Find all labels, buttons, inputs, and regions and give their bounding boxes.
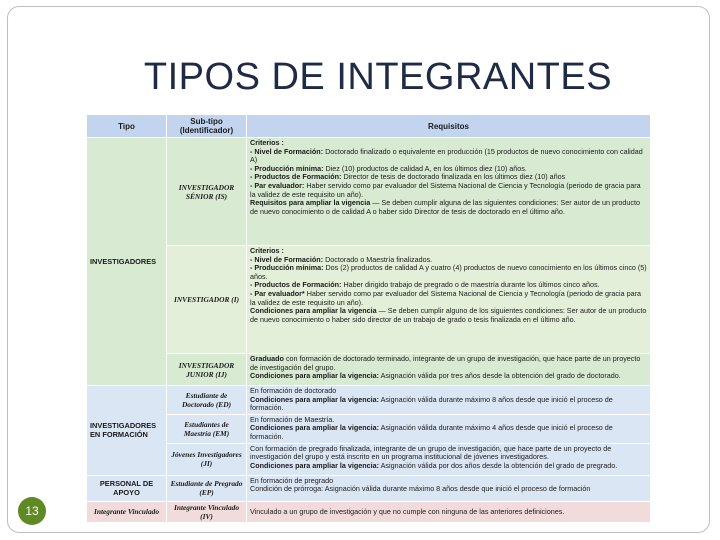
- subtipo-investigador: INVESTIGADOR (I): [167, 246, 247, 354]
- requirement-line-text: Asignación válida durante máximo 8 años desde que inició el proceso de formación.: [250, 394, 613, 413]
- requirement-line-lead: Condiciones para ampliar la vigencia:: [250, 423, 380, 433]
- subtipo-jovenes: Jóvenes Investigadores (JI): [167, 443, 247, 475]
- requirement-line-text: En formación de pregrado: [250, 475, 334, 485]
- subtipo-pregrado: Estudiante de Pregrado (EP): [167, 475, 247, 501]
- requirement-line-lead: Condiciones para ampliar la vigencia:: [250, 460, 380, 470]
- req-junior: [247, 354, 651, 386]
- table-row: [87, 443, 651, 475]
- tipo-vinculado: Integrante Vinculado: [87, 501, 167, 522]
- requirement-line-text: Asignación válida por tres años desde la obtención del grado de doctorado.: [379, 371, 621, 381]
- subtipo-senior: INVESTIGADOR SÉNIOR (IS): [167, 138, 247, 246]
- requirement-line: [250, 372, 647, 381]
- req-pregrado: [247, 475, 651, 501]
- tipo-apoyo: PERSONAL DE APOYO: [87, 475, 167, 501]
- table-row: [87, 246, 651, 354]
- requirement-line-lead: - Par evaluador:: [250, 180, 305, 190]
- requirement-line-text: Condición de prórroga: Asignación válida durante máximo 8 años desde que inició el proceso de formación: [250, 484, 591, 494]
- requirement-line: [250, 264, 647, 281]
- requirement-line-text: Asignación válida por dos años desde la obtención del grado de pregrado.: [379, 460, 618, 470]
- requirement-line-text: — Se deben cumplir alguna de las siguientes condiciones: Ser autor de un producto de nuevo conocimiento o de calidad A o haber sido Director de tesis de doctorado en el último año.: [250, 198, 640, 216]
- table-row: [87, 475, 651, 501]
- requirement-line-text: Haber servido como par evaluador del Sistema Nacional de Ciencia y Tecnología (periodo de gracia para la validez de este requisito un año).: [250, 180, 641, 199]
- requirement-line-text: Haber servido como par evaluador del Sistema Nacional de Ciencia y Tecnología (periodo de gracia para la validez de este requisito un año).: [250, 288, 642, 307]
- header-requisitos: Requisitos: [247, 115, 651, 138]
- requirement-line-lead: - Producción mínima:: [250, 263, 324, 273]
- requirement-line-text: Doctorado o Maestría finalizados.: [323, 254, 433, 264]
- tipo-investigadores: INVESTIGADORES: [87, 138, 167, 386]
- requirement-line: [250, 355, 647, 372]
- requirement-line: [250, 485, 647, 494]
- table-row: [87, 386, 651, 415]
- table-row: [87, 354, 651, 386]
- page-number-badge: 13: [18, 497, 46, 525]
- requirement-line: [250, 290, 647, 307]
- req-investigador: [247, 246, 651, 354]
- requirement-line-text: En formación de Maestría.: [250, 414, 335, 424]
- req-senior: [247, 138, 651, 246]
- slide-title: TIPOS DE INTEGRANTES: [143, 56, 613, 98]
- requirement-line: [250, 445, 647, 462]
- requirement-line: [250, 462, 647, 471]
- requirements-table: [86, 114, 651, 523]
- subtipo-vinculado: Integrante Vinculado (IV): [167, 501, 247, 522]
- req-vinculado: Vinculado a un grupo de investigación y que no cumple con ninguna de las anteriores definiciones.: [247, 501, 651, 522]
- requirement-line-lead: Condiciones para ampliar la vigencia: [250, 306, 377, 316]
- tipo-formacion: INVESTIGADORES EN FORMACIÓN: [87, 386, 167, 476]
- requirement-line-lead: Criterios :: [250, 246, 284, 255]
- requirement-line-text: con formación de doctorado terminado, integrante de un grupo de investigación, que hace parte de un proyecto de investigación del grupo.: [250, 354, 641, 372]
- subtipo-junior: INVESTIGADOR JUNIOR (IJ): [167, 354, 247, 386]
- table-row: [87, 138, 651, 246]
- requirement-line: [250, 396, 647, 413]
- requirement-line-lead: - Productos de Formación:: [250, 280, 342, 290]
- requirement-line-lead: Condiciones para ampliar la vigencia:: [250, 394, 380, 404]
- requirement-line-lead: - Par evaluador*: [250, 288, 305, 298]
- requirement-line: [250, 424, 647, 441]
- requirement-line: [250, 182, 647, 199]
- requirement-line-text: Con formación de pregrado finalizada, integrante de un grupo de investigación, que hace parte de un proyecto de investigación del grupo y está inscrito en un programa institucional de jóvenes investigadores.: [250, 443, 612, 462]
- table-row: [87, 501, 651, 522]
- requirement-line-lead: - Nivel de Formación:: [250, 254, 324, 264]
- requirement-line-text: Director de tesis de doctorado finalizada en los últimos diez (10) años: [341, 172, 566, 182]
- requirement-line-text: Diez (10) productos de calidad A, en los últimos diez (10) años.: [323, 163, 527, 173]
- requirement-line: [250, 199, 647, 216]
- req-doctorado: [247, 386, 651, 415]
- subtipo-doctorado: Estudiante de Doctorado (ED): [167, 386, 247, 415]
- requirement-line-lead: - Productos de Formación:: [250, 172, 342, 182]
- subtipo-maestria: Estudiantes de Maestría (EM): [167, 414, 247, 443]
- requirement-line-text: — Se deben cumplir alguno de los siguientes condiciones: Ser autor de un producto de nuevo conocimiento o haber sido director de un trabajo de grado o tesis finalizada en el último año.: [250, 306, 647, 324]
- requirement-line-lead: Graduado: [250, 354, 284, 363]
- requirement-line-lead: Criterios :: [250, 138, 284, 147]
- req-maestria: [247, 414, 651, 443]
- requirement-line-lead: Requisitos para ampliar la vigencia: [250, 198, 371, 208]
- table-header-row: [87, 115, 651, 138]
- requirement-line-lead: Condiciones para ampliar la vigencia:: [250, 371, 380, 381]
- requirement-line-text: Asignación válida durante máximo 4 años desde que inició el proceso de formación.: [250, 423, 613, 441]
- requirement-line-text: En formación de doctorado: [250, 386, 337, 395]
- header-tipo: Tipo: [87, 115, 167, 138]
- requirement-line-text: Dos (2) productos de calidad A y cuatro (4) productos de nuevo conocimiento en los últimos cinco (5) años.: [250, 263, 647, 281]
- requirement-line-lead: - Producción mínima:: [250, 163, 324, 173]
- header-subtipo: Sub-tipo (Identificador): [167, 115, 247, 138]
- table-row: [87, 414, 651, 443]
- requirement-line-text: Haber dirigido trabajo de pregrado o de maestría durante los últimos cinco años.: [341, 280, 600, 290]
- requirement-line-text: Doctorado finalizado o equivalente en producción (15 productos de nuevo conocimiento con calidad A): [250, 146, 643, 165]
- req-jovenes: [247, 443, 651, 475]
- requirement-line-lead: - Nivel de Formación:: [250, 146, 324, 156]
- requirement-line: [250, 307, 647, 324]
- requirement-line: [250, 148, 647, 165]
